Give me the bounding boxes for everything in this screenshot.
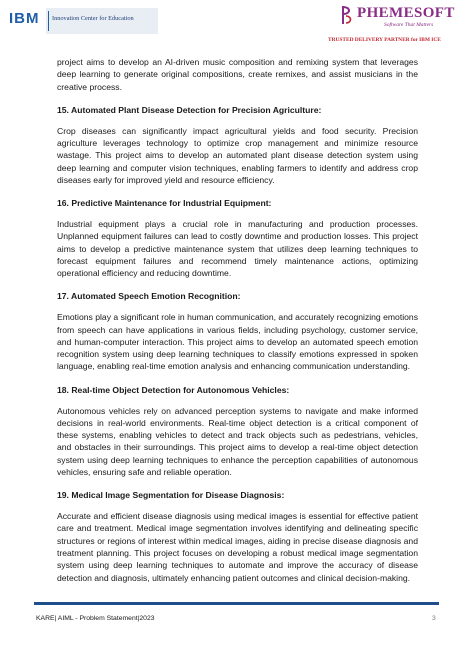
section-heading: 18. Real-time Object Detection for Autonomous Vehicles: (57, 384, 290, 395)
section-paragraph: Emotions play a significant role in human communication, and accurately recognizing emotions from speech can have applications in various fields, including psychology, customer service, and human-computer interaction. This project aims to develop an automated speech emotion recognition system using deep learning techniques to classify emotions expressed in spoken language, enabling real-time emotion analysis and enhancing communication understanding. (57, 312, 418, 372)
footer-text: KARE| AIML - Problem Statement|2023 (36, 615, 155, 622)
phemesoft-logo-icon (340, 4, 354, 26)
brand-tagline: Software That Matters (384, 22, 434, 28)
section-heading: 17. Automated Speech Emotion Recognition: (57, 291, 241, 302)
ibm-divider (48, 11, 49, 31)
section-heading: 16. Predictive Maintenance for Industrial Equipment: (57, 198, 272, 209)
section-paragraph: Crop diseases can significantly impact agricultural yields and food security. Precision agriculture leverages technology to optimize crop management and minimize resource wastage. This project aims to develop an automated plant disease detection system using deep learning and computer vision techniques, enabling farmers to identify and address crop diseases early for improved yield and resource efficiency. (57, 125, 418, 185)
section-paragraph: Autonomous vehicles rely on advanced perception systems to navigate and make informed decisions in real-world environments. Real-time object detection is a critical component of these systems, enabling vehicles to detect and track objects such as pedestrians, vehicles, and obstacles in their surroundings. This project aims to develop a real-time object detection system using deep learning techniques to enhance the perception capabilities of autonomous vehicles, ensuring safe and reliable operation. (57, 405, 418, 478)
footer-divider (34, 602, 439, 605)
document-body (57, 56, 418, 595)
ibm-banner-text: Innovation Center for Education (52, 15, 134, 22)
intro-paragraph: project aims to develop an AI-driven music composition and remixing system that leverages deep learning to generate original compositions, create remixes, and assist musicians in the creative process. (57, 57, 418, 92)
partner-text: TRUSTED DELIVERY PARTNER for IBM ICE (328, 37, 441, 43)
section-heading: 19. Medical Image Segmentation for Disease Diagnosis: (57, 490, 285, 501)
section-paragraph: Industrial equipment plays a crucial role in manufacturing and production processes. Unplanned equipment failures can lead to costly downtime and production losses. This project aims to develop a predictive maintenance system that utilizes deep learning techniques to forecast equipment failures and recommend timely maintenance actions, optimizing operational efficiency and reducing downtime. (57, 218, 418, 279)
brand-name: PHEMESOFT (357, 5, 455, 21)
page-number: 3 (432, 615, 436, 622)
section-paragraph: Accurate and efficient disease diagnosis using medical images is essential for effective patient care and treatment. Medical image segmentation involves identifying and delineating specific structures or regions of interest within medical images, aiding in precise disease diagnosis and treatment planning. This project focuses on developing a robust medical image segmentation system using deep learning techniques to automate and improve the accuracy of disease detection and diagnosis, ultimately enhancing patient outcomes and clinical decision-making. (57, 511, 418, 583)
ibm-logo: IBM (9, 10, 40, 27)
page-header (0, 0, 474, 48)
section-heading: 15. Automated Plant Disease Detection for Precision Agriculture: (57, 104, 322, 115)
